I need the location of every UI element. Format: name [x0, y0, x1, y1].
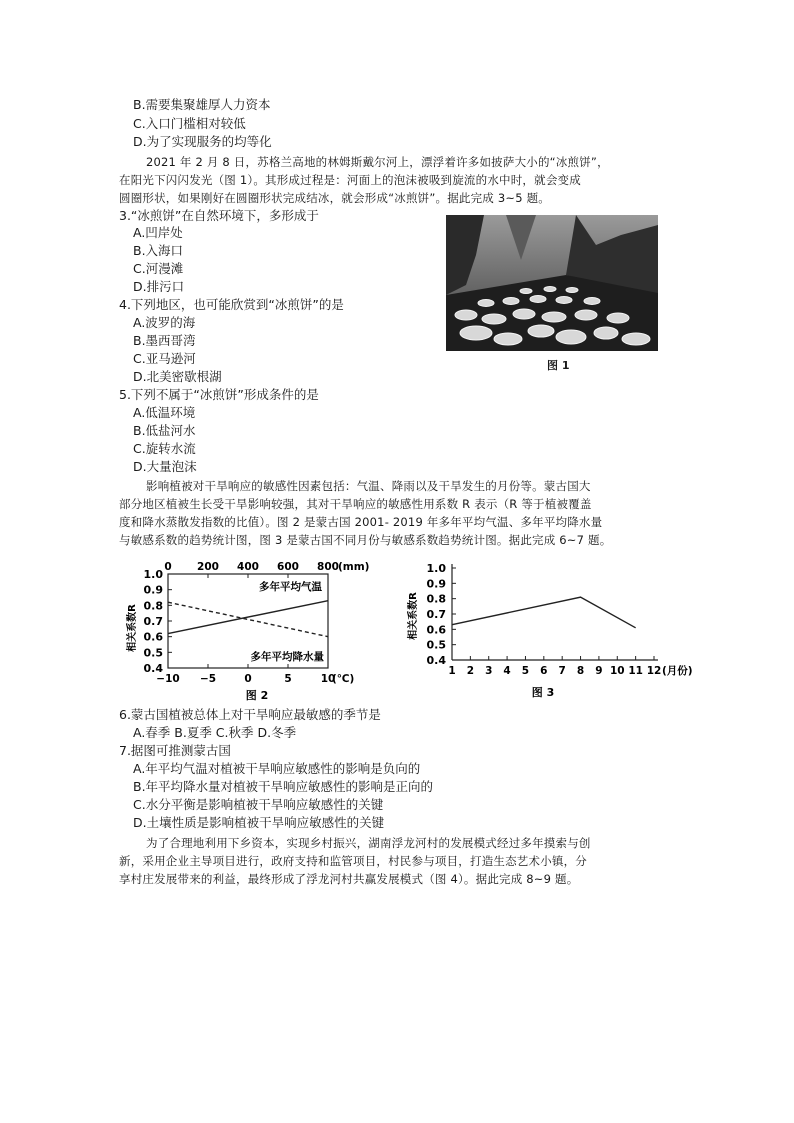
- option-line: B.需要集聚雄厚人力资本: [133, 97, 271, 112]
- figure-2-x-top-unit: (mm): [338, 561, 370, 573]
- figure-2-series-line: [168, 601, 328, 634]
- question-7-option: A.年平均气温对植被干旱响应敏感性的影响是负向的: [133, 761, 421, 776]
- question-7-stem: 7.据图可推测蒙古国: [119, 743, 231, 758]
- figure-2-x-top-tick-label: 800: [317, 561, 339, 573]
- question-7-option: D.土壤性质是影响植被干旱响应敏感性的关键: [133, 815, 385, 830]
- figure-2-series-line: [168, 602, 328, 636]
- option-line: D.为了实现服务的均等化: [133, 134, 272, 149]
- figure-3-x-tick-label: 5: [521, 665, 530, 677]
- question-5-option: A.低温环境: [133, 405, 196, 420]
- figure-3-chart: [404, 556, 693, 706]
- intro-paragraph-line: 2021 年 2 月 8 日，苏格兰高地的林姆斯戴尔河上，漂浮着许多如披萨大小的“冰煎饼”，: [146, 155, 609, 169]
- intro-paragraph-line: 影响植被对干旱响应的敏感性因素包括：气温、降雨以及干旱发生的月份等。蒙古国大: [146, 479, 591, 493]
- figure-3-x-tick-label: 2: [466, 665, 475, 677]
- figure-3-y-tick-label: 1.0: [426, 562, 446, 575]
- figure-3-y-tick-label: 0.9: [426, 577, 446, 591]
- figure-3-x-tick-label: 4: [503, 665, 511, 677]
- ice-pancake-photo: [446, 215, 658, 351]
- figure-3-y-tick-label: 0.7: [426, 608, 446, 621]
- question-5-option: D.大量泡沫: [133, 459, 197, 474]
- question-5-option: C.旋转水流: [133, 441, 196, 456]
- figure-3-x-unit: (月份): [662, 665, 693, 677]
- figure-3-x-tick-label: 10: [609, 665, 625, 677]
- question-4-option: D.北美密歇根湖: [133, 369, 222, 384]
- intro-paragraph-line: 与敏感系数的趋势统计图，图 3 是蒙古国不同月份与敏感系数趋势统计图。据此完成 6~7 题。: [119, 533, 612, 547]
- figure-3-series-line: [452, 597, 636, 628]
- figure-2-x-bottom-tick-label: 5: [284, 673, 292, 685]
- figure-3-y-axis-label: 相关系数R: [408, 592, 419, 640]
- figure-2-x-top-tick-label: 200: [197, 561, 219, 573]
- figure-3-y-tick-label: 0.6: [426, 623, 446, 637]
- question-4-option: C.亚马逊河: [133, 351, 196, 366]
- figure-2-x-bottom-tick-label: 10: [320, 673, 336, 685]
- option-line: C.入口门槛相对较低: [133, 116, 246, 131]
- figure-2-x-top-tick-label: 400: [237, 561, 259, 573]
- question-4-option: B.墨西哥湾: [133, 333, 196, 348]
- question-4-stem: 4.下列地区，也可能欣赏到“冰煎饼”的是: [119, 297, 344, 312]
- question-3-stem: 3.“冰煎饼”在自然环境下，多形成于: [119, 208, 319, 223]
- figure-2-y-tick-label: 0.9: [143, 583, 163, 597]
- figure-2-y-tick-label: 0.6: [143, 630, 163, 644]
- intro-paragraph-line: 享村庄发展带来的利益，最终形成了浮龙河村共赢发展模式（图 4）。据此完成 8~9 题。: [119, 872, 579, 886]
- figure-2-y-tick-label: 0.4: [143, 662, 163, 675]
- figure-2-chart: [120, 556, 380, 706]
- intro-paragraph-line: 在阳光下闪闪发光（图 1）。其形成过程是：河面上的泡沫被吸到旋流的水中时，就会变成: [119, 173, 581, 187]
- question-7-option: C.水分平衡是影响植被干旱响应敏感性的关键: [133, 797, 384, 812]
- question-3-option: A.凹岸处: [133, 225, 183, 240]
- figure-2-series-label: 多年平均气温: [259, 581, 322, 593]
- figure-1-caption: 图 1: [547, 359, 570, 372]
- ice-pancake-photo-drawing: [446, 215, 658, 351]
- question-6-options: A.春季 B.夏季 C.秋季 D.冬季: [133, 725, 297, 740]
- figure-2-y-axis-label: 相关系数R: [127, 604, 138, 652]
- question-7-option: B.年平均降水量对植被干旱响应敏感性的影响是正向的: [133, 779, 434, 794]
- figure-2-x-bottom-tick-label: −5: [199, 673, 217, 685]
- question-3-option: C.河漫滩: [133, 261, 184, 276]
- figure-3-x-tick-label: 3: [485, 665, 493, 677]
- intro-paragraph-line: 为了合理地利用下乡资本，实现乡村振兴，湖南浮龙河村的发展模式经过多年摸索与创: [146, 836, 591, 850]
- figure-3-caption: 图 3: [531, 686, 555, 699]
- intro-paragraph-line: 部分地区植被生长受干旱影响较强，其对干旱响应的敏感性用系数 R 表示（R 等于植被覆盖: [119, 497, 592, 511]
- intro-paragraph-line: 度和降水蒸散发指数的比值）。图 2 是蒙古国 2001- 2019 年多年平均气温、多年平均降水量: [119, 515, 603, 529]
- figure-2-x-bottom-tick-label: 0: [244, 673, 252, 685]
- intro-paragraph-line: 新，采用企业主导项目进行，政府支持和监管项目，村民参与项目，打造生态艺术小镇，分: [119, 854, 587, 868]
- figure-2-series-label: 多年平均降水量: [250, 651, 324, 663]
- figure-3-x-tick-label: 9: [595, 665, 603, 677]
- question-6-stem: 6.蒙古国植被总体上对干旱响应最敏感的季节是: [119, 707, 381, 722]
- figure-2-x-top-tick-label: 0: [164, 561, 172, 573]
- figure-2-y-tick-label: 1.0: [143, 568, 163, 581]
- figure-3-x-tick-label: 8: [576, 665, 585, 677]
- figure-3-x-tick-label: 12: [646, 665, 662, 677]
- figure-3-x-tick-label: 1: [448, 665, 456, 677]
- figure-2-y-tick-label: 0.5: [143, 646, 163, 660]
- figure-3-x-tick-label: 6: [540, 665, 548, 677]
- question-4-option: A.波罗的海: [133, 315, 196, 330]
- figure-3-y-tick-label: 0.4: [426, 654, 446, 667]
- figure-2-y-tick-label: 0.8: [143, 599, 163, 613]
- figure-3-x-tick-label: 11: [628, 665, 643, 677]
- figure-2-x-bottom-unit: (℃): [332, 673, 355, 685]
- figure-3-y-tick-label: 0.5: [426, 638, 446, 652]
- figure-2-caption: 图 2: [245, 689, 269, 702]
- question-5-stem: 5.下列不属于“冰煎饼”形成条件的是: [119, 387, 319, 402]
- figure-2-y-tick-label: 0.7: [143, 615, 163, 628]
- figure-3-x-tick-label: 7: [558, 665, 566, 677]
- figure-2-x-top-tick-label: 600: [277, 561, 299, 573]
- figure-3-y-tick-label: 0.8: [426, 592, 446, 606]
- question-3-option: D.排污口: [133, 279, 185, 294]
- question-5-option: B.低盐河水: [133, 423, 196, 438]
- question-3-option: B.入海口: [133, 243, 184, 258]
- intro-paragraph-line: 圆圈形状，如果刚好在圆圈形状完成结冰，就会形成“冰煎饼”。据此完成 3~5 题。: [119, 191, 550, 205]
- figure-2-x-bottom-tick-label: −10: [156, 673, 180, 685]
